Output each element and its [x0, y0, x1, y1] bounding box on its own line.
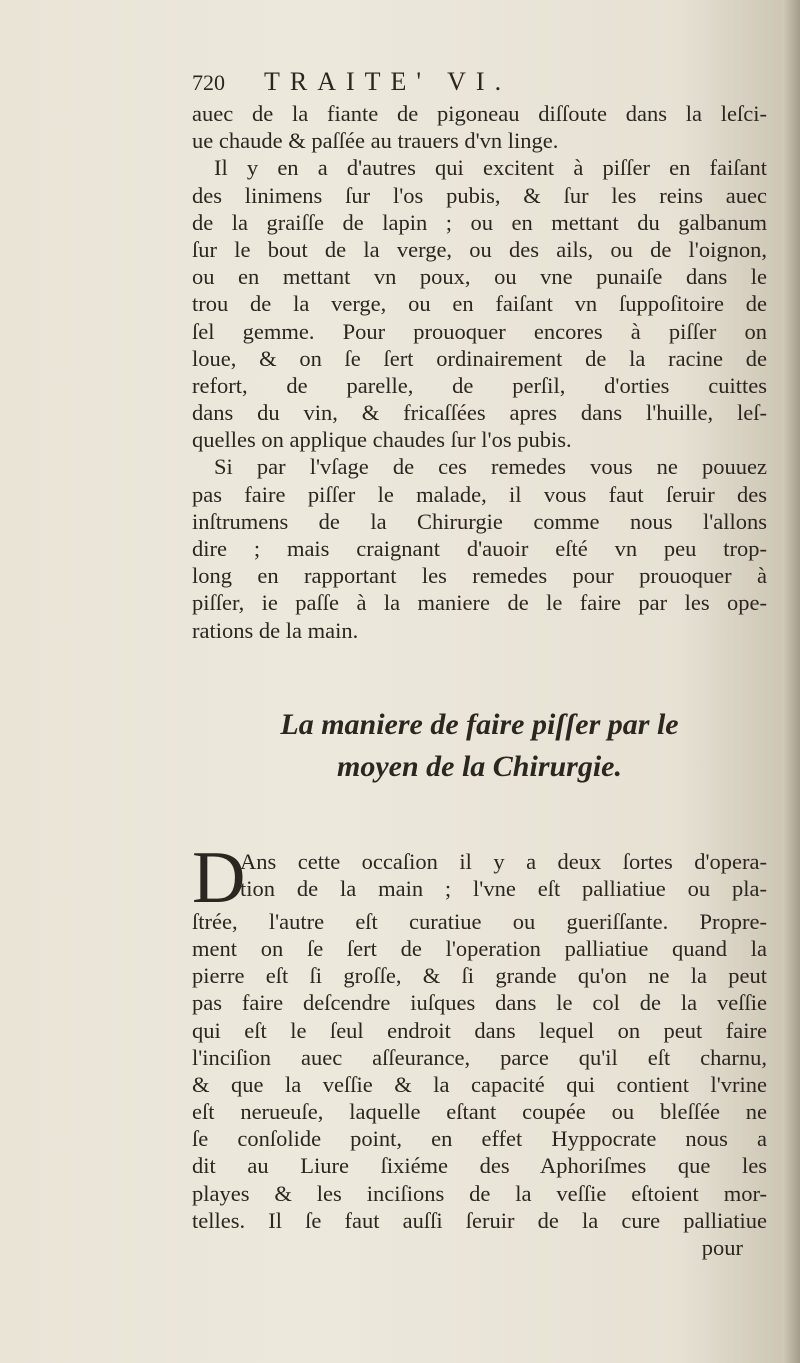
text-line: dire ; mais craignant d'auoir eſté vn peu trop-: [192, 536, 767, 561]
paragraph-3: [192, 453, 767, 643]
text-line: ſtrée, l'autre eſt curatiue ou gueriſſante. Propre-: [192, 908, 767, 934]
text-line: & que la veſſie & la capacité qui contient l'vrine: [192, 1071, 767, 1097]
text-line: tion de la main ; l'vne eſt palliatiue ou pla-: [240, 875, 767, 901]
section-body: [192, 836, 767, 1261]
text-line: rations de la main.: [192, 617, 359, 643]
text-line: Ans cette occaſion il y a deux ſortes d'opera-: [240, 848, 767, 874]
text-line: Si par l'vſage de ces remedes vous ne pouuez: [214, 454, 767, 480]
page-edge: [782, 0, 800, 1363]
text-line: trou de la verge, ou en faiſant vn ſuppoſitoire de: [192, 291, 767, 317]
text-line: pas faire deſcendre iuſques dans le col de la veſſie: [192, 990, 767, 1016]
text-line: pas faire piſſer le malade, il vous faut ſeruir des: [192, 481, 767, 507]
text-line: ſe conſolide point, en effet Hyppocrate nous a: [192, 1126, 767, 1152]
text-line: de la graiſſe de lapin ; ou en mettant du galbanum: [192, 209, 767, 235]
text-line: l'inciſion auec aſſeurance, parce qu'il eſt charnu,: [192, 1044, 767, 1070]
heading-line: moyen de la Chirurgie.: [336, 749, 622, 783]
text-line: ou en mettant vn poux, ou vne punaiſe dans le: [192, 264, 767, 290]
text-line: ue chaude & paſſée au trauers d'vn linge.: [192, 128, 559, 154]
text-line: eſt nerueuſe, laquelle eſtant coupée ou bleſſée ne: [192, 1099, 767, 1125]
text-line: piſſer, ie paſſe à la maniere de le faire par les ope-: [192, 590, 767, 616]
text-line: auec de la fiante de pigoneau diſſoute dans la leſci-: [192, 101, 767, 126]
text-line: pierre eſt ſi groſſe, & ſi grande qu'on ne la peut: [192, 963, 767, 989]
catchword: pour: [701, 1235, 743, 1260]
paragraph-1: [192, 100, 767, 154]
text-line: inſtrumens de la Chirurgie comme nous l'allons: [192, 508, 767, 534]
text-line: qui eſt le ſeul endroit dans lequel on peut faire: [192, 1017, 767, 1043]
text-line: long en rapportant les remedes pour prouoquer à: [192, 563, 767, 589]
text-line: ment on ſe ſert de l'operation palliatiue quand la: [192, 935, 767, 961]
text-line: Il y en a d'autres qui excitent à piſſer en faiſant: [214, 155, 767, 181]
running-head: TRAITE' VI.: [264, 67, 512, 96]
page-number: 720: [192, 70, 225, 95]
text-line: refort, de parelle, de perſil, d'orties cuittes: [192, 372, 767, 398]
text-line: playes & les inciſions de la veſſie eſtoient mor-: [192, 1180, 767, 1206]
paragraph-2: [192, 154, 767, 453]
dropcap-block: [192, 836, 767, 919]
text-line: dit au Liure ſixiéme des Aphoriſmes que les: [192, 1153, 767, 1179]
dropcap-lines: [240, 848, 767, 902]
text-line: telles. Il ſe faut auſſi ſeruir de la cure palliatiue: [192, 1207, 767, 1233]
text-line: quelles on applique chaudes ſur l'os pubis.: [192, 427, 572, 453]
text-line: des linimens ſur l'os pubis, & ſur les reins auec: [192, 182, 767, 208]
text-line: ſur le bout de la verge, ou des ails, ou de l'oignon,: [192, 236, 767, 262]
drop-cap: D: [192, 836, 246, 919]
page-header: [192, 68, 767, 98]
heading-line: La maniere de faire piſſer par le: [280, 707, 679, 741]
text-line: dans du vin, & fricaſſées apres dans l'huille, leſ-: [192, 400, 767, 426]
text-block: [192, 68, 767, 1261]
text-line: ſel gemme. Pour prouoquer encores à piſſer on: [192, 318, 767, 344]
section-heading: [192, 704, 767, 788]
text-line: loue, & on ſe ſert ordinairement de la racine de: [192, 345, 767, 371]
